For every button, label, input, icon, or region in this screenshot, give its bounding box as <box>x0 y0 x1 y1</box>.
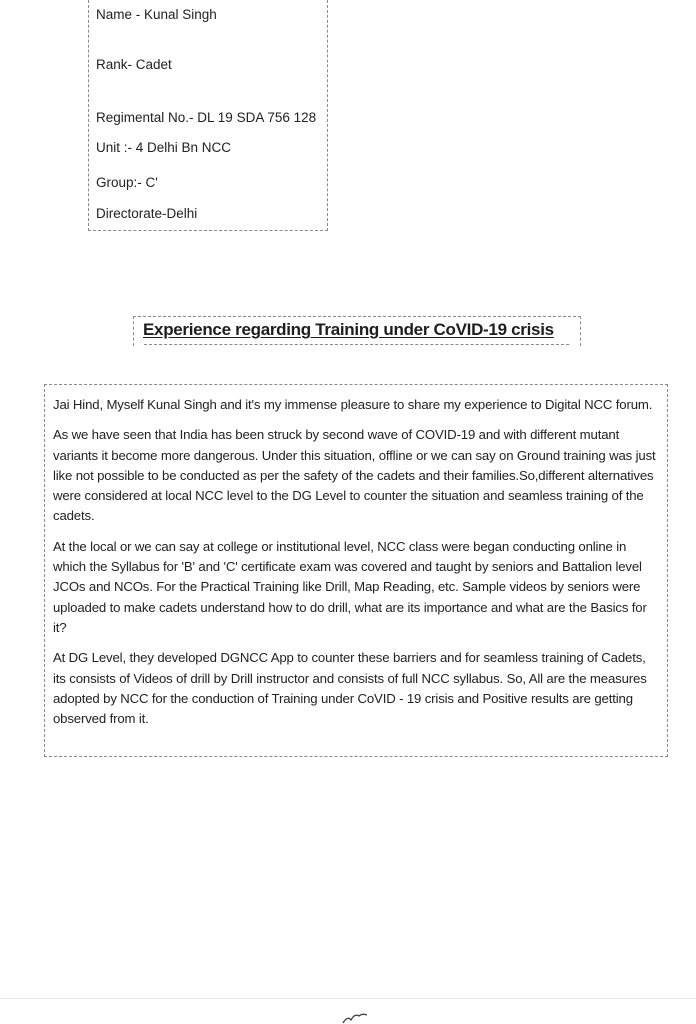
paragraph-situation: As we have seen that India has been struck by second wave of COVID-19 and with different mutant variants it become more dangerous. Under this situation, offline or we can say on Ground training was just like not possible to be conducted as per the safety of the cadets and their families.So,different alternatives were considered at local NCC level to the DG Level to counter the situation and seamless training of the cadets. <box>53 427 656 524</box>
paragraph-local-level: At the local or we can say at college or institutional level, NCC class were began conducting online in which the Syllabus for 'B' and 'C' certificate exam was covered and taught by seniors and Battalion level JCOs and NCOs. For the Practical Training like Drill, Map Reading, etc. Sample videos by seniors were uploaded to make cadets understand how to do drill, what are its importance and what are the Basics for it? <box>53 538 647 635</box>
cadet-unit: Unit :- 4 Delhi Bn NCC <box>96 140 232 155</box>
paragraph-dg-level: At DG Level, they developed DGNCC App to counter these barriers and for seamless training of Cadets, its consists of Videos of drill by Drill instructor and consists of full NCC syllabus. So, All are the measures adopted by NCC for the conduction of Training under CoVID - 19 crisis and Positive results are getting observed from it. <box>53 650 647 727</box>
cadet-name: Name - Kunal Singh <box>96 7 217 22</box>
essay-box <box>44 384 668 757</box>
cadet-info-box <box>88 0 328 231</box>
essay-text <box>53 395 658 739</box>
regimental-number: Regimental No.- DL 19 SDA 756 128 <box>96 110 317 125</box>
title-box <box>133 316 581 346</box>
cadet-directorate: Directorate-Delhi <box>96 206 198 221</box>
handwritten-mark-icon <box>340 1008 370 1024</box>
cadet-rank: Rank- Cadet <box>96 57 172 72</box>
title-dashed-rule <box>144 344 569 345</box>
document-title: Experience regarding Training under CoVID-19 crisis <box>143 320 554 339</box>
cadet-group: Group:- C' <box>96 175 158 190</box>
page-bottom-divider <box>0 998 696 999</box>
paragraph-intro: Jai Hind, Myself Kunal Singh and it's my immense pleasure to share my experience to Digital NCC forum. <box>53 397 653 412</box>
